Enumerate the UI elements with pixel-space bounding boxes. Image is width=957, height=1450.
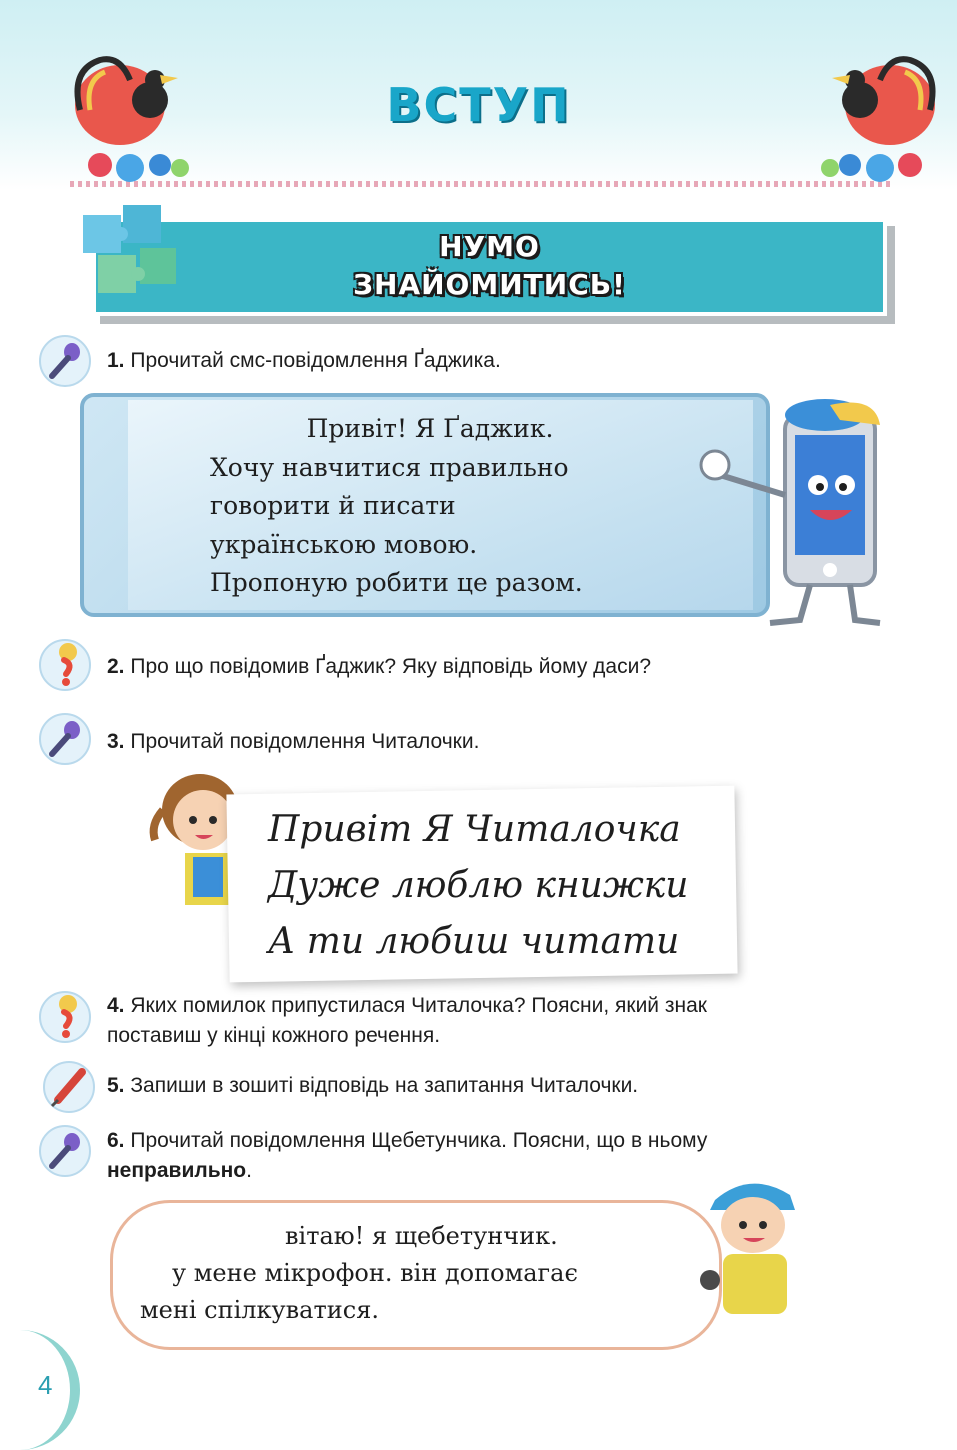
pen-icon — [42, 1060, 96, 1114]
banner-line-1: НУМО — [439, 230, 540, 263]
note-line-2: Дуже люблю книжки — [268, 865, 689, 906]
gadget-character-illustration — [690, 395, 890, 630]
task-5-number: 5. — [107, 1074, 125, 1097]
bubble-message — [140, 1218, 700, 1329]
note-line-1: Привіт Я Читалочка — [268, 809, 681, 850]
task-6-bold-word: неправильно — [107, 1159, 247, 1182]
task-5 — [107, 1071, 638, 1101]
task-6-number: 6. — [107, 1129, 125, 1152]
banner-line-2: ЗНАЙОМИТИСЬ! — [353, 268, 626, 301]
task-6-text: Прочитай повідомлення Щебетунчика. Поясни, що в ньому — [130, 1129, 708, 1152]
phone-message — [210, 410, 650, 603]
bubble-line-1: вітаю! я щебетунчик. — [285, 1222, 558, 1250]
microphone-icon — [38, 334, 92, 388]
phone-line-1: Привіт! Я Ґаджик. — [306, 414, 554, 443]
task-1-text: Прочитай смс-повідомлення Ґаджика. — [130, 349, 501, 372]
question-mark-icon — [38, 638, 92, 692]
task-1-number: 1. — [107, 349, 125, 372]
bubble-line-3: мені спілкуватися. — [140, 1296, 379, 1324]
task-6-tail: . — [246, 1159, 252, 1182]
page-number: 4 — [38, 1370, 53, 1400]
task-4-text: Яких помилок припустилася Читалочка? Поясни, який знак — [130, 994, 707, 1017]
task-5-text: Запиши в зошиті відповідь на запитання Читалочки. — [130, 1074, 639, 1097]
boy-character-illustration — [695, 1170, 805, 1320]
phone-line-5: Пропоную робити це разом. — [210, 568, 583, 597]
task-4-number: 4. — [107, 994, 125, 1017]
page-title: ВСТУП — [386, 78, 571, 132]
phone-line-2: Хочу навчитися правильно — [210, 452, 569, 482]
task-4-text-continued: поставиш у кінці кожного речення. — [107, 1024, 441, 1047]
microphone-icon — [38, 712, 92, 766]
task-2-number: 2. — [107, 655, 125, 678]
task-3-text: Прочитай повідомлення Читалочки. — [130, 730, 480, 753]
task-1 — [107, 346, 501, 376]
microphone-icon — [38, 1124, 92, 1178]
task-2-text: Про що повідомив Ґаджик? Яку відповідь йому даси? — [130, 655, 652, 678]
question-mark-icon — [38, 990, 92, 1044]
task-2 — [107, 652, 651, 682]
phone-line-3: говорити й писати — [210, 491, 456, 520]
note-message — [268, 802, 728, 970]
bubble-line-2: у мене мікрофон. він допомагає — [172, 1259, 578, 1287]
task-4 — [107, 991, 707, 1051]
task-3-number: 3. — [107, 730, 125, 753]
task-6 — [107, 1126, 707, 1186]
phone-line-4: українською мовою. — [210, 529, 478, 559]
task-3 — [107, 727, 479, 757]
banner-title — [92, 228, 887, 304]
note-line-3: А ти любиш читати — [268, 921, 680, 962]
